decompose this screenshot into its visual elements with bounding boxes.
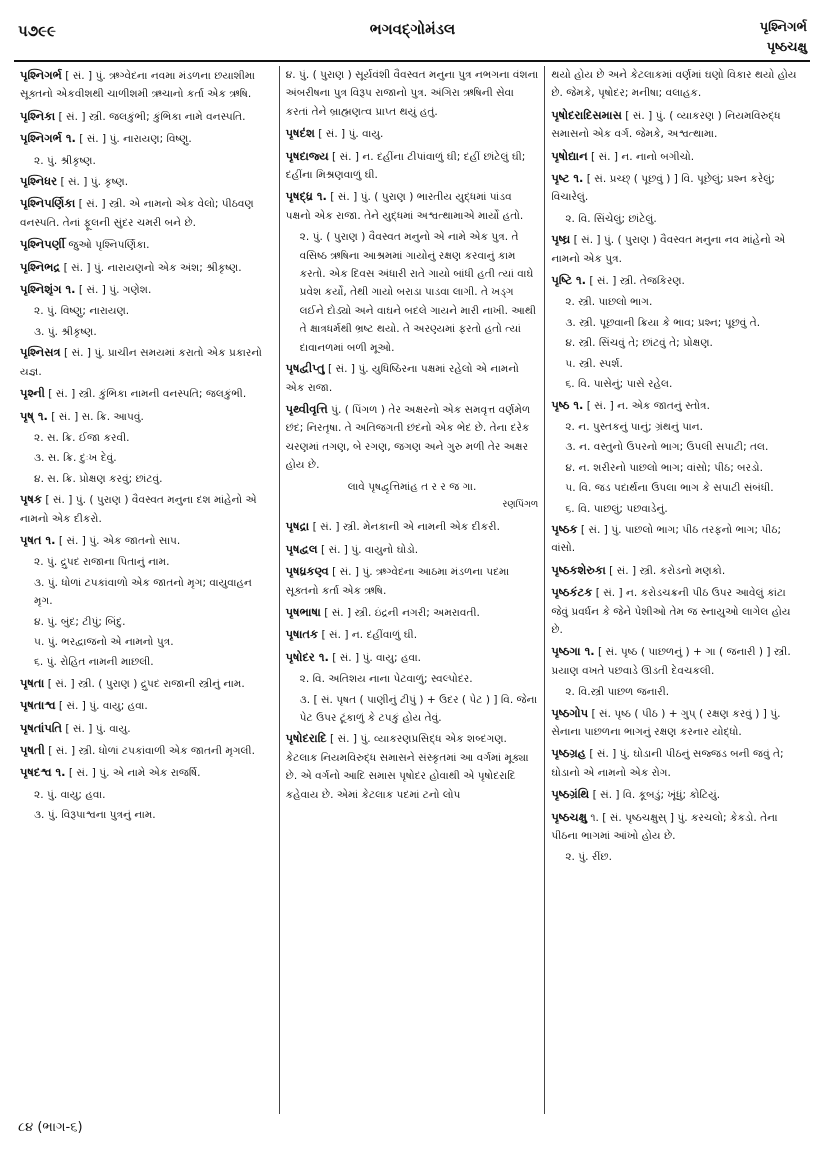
sub-sense: ૨. ન. પુસ્તકનું પાનું; ગ્રંથનું પાન.	[565, 420, 703, 433]
sub-sense: ૨. સ્ત્રી. પાછલો ભાગ.	[565, 296, 653, 309]
dictionary-entry	[286, 124, 539, 143]
definition: [ સં. ] સ્ત્રી. કરોડનો મણકો.	[609, 564, 726, 577]
dictionary-entry	[551, 583, 804, 639]
headword: પૃશ્નિપર્ણી	[20, 237, 66, 252]
definition: [ સં. ] પું. વાયુ; હવા.	[332, 651, 422, 664]
definition: [ સં. પ્રચ્છ્ ( પૂછવું ) ] વિ. પૂછેલું; પ્રશ્ન કરેલું; વિચારેલું.	[551, 173, 775, 204]
definition: ૪. પું. ( પુરાણ ) સૂર્યવંશી વૈવસ્વત મનુના પુત્ર નભગના વંશના અંબરીષના પુત્ર વિરૂપ રાજાનો પુત્ર. અંગિરા ઋષિની સેવા કરતાં તેને બ્રાહ્મણત્વ પ્રાપ્ત થયું હતું.	[285, 69, 539, 118]
headword: પૃષ્ઘ્ર	[551, 232, 571, 247]
sub-sense: ૬. વિ. પાછલું; પછવાડેનું.	[565, 502, 668, 515]
sub-sense: ૨. પું. ( પુરાણ ) વૈવસ્વત મનુનો એ નામે એક પુત્ર. તે વસિષ્ઠ ઋષિના આશ્રમમાં ગાયોનું રક્ષણ કરવાનું કામ કરતો. એક દિવસ અંધારી રાતે ગાયો બાંધી હતી ત્યાં વાઘે પ્રવેશ કર્યો, તેથી ગાયો બરાડા પાડવા લાગી. તે ખડ્ગ લઈને દોડ્યો અને વાઘને બદલે ગાયને મારી નાખી. આથી તે ક્ષાત્રધર્મથી ભ્રષ્ટ થયો. તે અરણ્યમાં ફરતો હતો ત્યાં દાવાનળમાં બળી મૂઓ.	[299, 231, 537, 354]
headword: પૃષતાંપતિ	[20, 720, 63, 735]
dictionary-entry	[20, 407, 273, 426]
sub-sense: ૨. પું. દ્રુપદ રાજાના પિતાનું નામ.	[34, 556, 170, 569]
column-1	[14, 66, 279, 1114]
sub-sense: ૨. પું. શ્રીકૃષ્ણ.	[34, 154, 96, 167]
headword: પૃષદ્ધ્ર ૧.	[285, 189, 327, 204]
headword: પૃશ્નિભદ્ર	[20, 259, 61, 274]
sub-sense: ૩. પું. ધોળાં ટપકાંવાળો એક જાતનો મૃગ; વાયુવાહન મૃગ.	[34, 576, 252, 608]
headword: પૃષોદર ૧.	[285, 649, 329, 664]
sub-sense: ૩. પું. વિરૂપાશ્વના પુત્રનું નામ.	[34, 809, 156, 822]
sub-sense: ૨. પું. વિષ્ણુ; નારાયણ.	[34, 305, 130, 318]
definition: [ સં. ] પું. ઘોડાની પીઠનું સજ્જડ બની જવું તે; ઘોડાનો એ નામનો એક રોગ.	[551, 748, 784, 779]
dictionary-entry	[286, 603, 539, 622]
definition: [ સં. ] પું. ( પુરાણ ) વૈવસ્વત મનુના દશ માંહેનો એ નામનો એક દીકરો.	[20, 494, 257, 525]
headword: પૃષધ્રકણ્વ	[285, 564, 329, 579]
headword: પૃષદશ્વ ૧.	[20, 765, 66, 780]
headword: પૃશ્નિસત્ર	[20, 345, 61, 360]
sub-sense: ૩. ન. વસ્તુનો ઉપરનો ભાગ; ઉપલી સપાટી; તલ.	[565, 441, 769, 454]
dictionary-entry	[286, 648, 539, 667]
headword: પૃષ્ઠ ૧.	[551, 397, 584, 412]
dictionary-entry	[551, 808, 804, 846]
column-2	[279, 66, 545, 1114]
dictionary-entry	[20, 194, 273, 232]
dictionary-entry	[20, 107, 273, 126]
sub-sense: ૨. સ. ક્રિ. ઈજા કરવી.	[34, 431, 130, 444]
definition: [ સં. ] પું. એ નામે એક રાજર્ષિ.	[68, 767, 201, 780]
headword: પૃશ્નિગર્ભ	[20, 68, 62, 82]
definition: [ સં. ] પું. ( પુરાણ ) વૈવસ્વત મનુના નવ માંહેનો એ નામનો એક પુત્ર.	[551, 234, 786, 265]
headword: પૃષભાષા	[285, 604, 321, 619]
definition: [ સં. ] પું. વાયુ.	[318, 128, 384, 141]
citation-source: રણપિંગળ	[502, 498, 539, 510]
page-code: પ૭૯૯	[18, 22, 56, 40]
headword: પૃષ્ટ ૧.	[551, 171, 584, 186]
headword: પૃથ્વીવૃત્તિ	[285, 401, 328, 416]
dictionary-entry	[286, 540, 539, 559]
definition: [ સં. ] પું. ઋગ્વેદના આઠમા મંડળના પદમા સૂક્તનો કર્તા એક ઋષિ.	[285, 566, 510, 597]
dictionary-entry	[551, 785, 804, 804]
header-rule	[14, 60, 810, 62]
definition: [ સં. ] પું. પ્રાચીન સમયમાં કરાતો એક પ્રકારનો યજ્ઞ.	[20, 347, 262, 378]
headword: પૃષક	[20, 492, 43, 507]
dictionary-entry	[20, 66, 273, 104]
dictionary-entry	[20, 258, 273, 277]
guide-word-first: પૃશ્નિગર્ભ	[759, 20, 807, 35]
definition: [ સં. ] વિ. કૂબડું; ખૂંધું; કોટિયું.	[592, 789, 721, 802]
dictionary-entry	[551, 169, 804, 207]
dictionary-entry	[20, 531, 273, 550]
sub-sense: ૩. પું. શ્રીકૃષ્ણ.	[34, 325, 97, 338]
dictionary-entry	[286, 187, 539, 225]
definition: [ સં. ] સ્ત્રી. ઇંદ્રની નગરી; અમરાવતી.	[324, 606, 480, 619]
column-3	[544, 66, 810, 1114]
definition: [ સં. ] પું. એક જાતનો સાપ.	[58, 534, 181, 547]
sub-sense: ૬. વિ. પાસેનું; પાસે રહેલ.	[565, 378, 673, 391]
definition: [ સં. ] પું. કૃષ્ણ.	[60, 176, 129, 189]
definition: [ સં. ] ન. એક જાતનું સ્તોત્ર.	[586, 399, 710, 412]
guide-word-last: પૃષ્ઠચક્ષુ	[766, 40, 807, 55]
definition: ૧. [ સં. પૃષ્ઠચક્ષુસ્ ] પું. કરચલો; કેકડો. તેના પીઠના ભાગમાં આંખો હોય છે.	[551, 811, 778, 843]
definition: [ સં. ] સ્ત્રી. જલકુંભી; કુંભિકા નામે વનસ્પતિ.	[58, 110, 246, 123]
headword: પૃશ્નિપર્ણિકા	[20, 196, 76, 211]
dictionary-entry	[20, 719, 273, 738]
headword: પૃષ્ઠગા ૧.	[551, 644, 595, 659]
dictionary-entry	[286, 66, 539, 121]
definition: [ સં. ] પું. યુધિષ્ઠિરના પક્ષમાં રહેલો એ નામનો એક રાજા.	[285, 363, 519, 394]
headword: પૃષ્ઠક	[551, 521, 578, 536]
dictionary-entry	[20, 172, 273, 191]
headword: પૃષ્ઠકશેરુકા	[551, 562, 606, 577]
definition: [ સં. ] સ્ત્રી. તેજકિરણ.	[589, 275, 685, 288]
headword: પૃષ્ઠગ્રંથિ	[551, 787, 590, 802]
definition: [ સં. ] પું. વ્યાકરણપ્રસિદ્ધ એક શબ્દગણ. કેટલાક નિયમવિરુદ્ધ સમાસને સંસ્કૃતમાં આ વર્ગમાં મૂક્યા છે. એ વર્ગનો આદિ સમાસ પૃષોદર હોવાથી એ પૃષોદરાદિ કહેવાય છે. એમાં કેટલાક પદમાં ટનો લોપ	[285, 733, 529, 801]
sub-sense: ૫. પું. ભરદ્વાજનો એ નામનો પુત્ર.	[34, 635, 174, 648]
headword: પૃષત ૧.	[20, 532, 56, 547]
headword: પૃષતી	[20, 743, 45, 757]
headword: પૃષદ્વલ	[285, 541, 318, 556]
definition: [ સં. ] ન. નાનો બગીચો.	[591, 150, 695, 163]
dictionary-entry	[20, 280, 273, 299]
definition: પું. ( પિંગળ ) તેર અક્ષરનો એક સમવૃત્ત વર્ણમેળ છંદ; નિરતૃષા. તે અતિજગતી છંદનો એક ભેદ છે. તેના દરેક ચરણમાં તગણ, બે રગણ, જગણ અને ગુરુ મળી તેર અક્ષર હોય છે.	[285, 403, 531, 472]
headword: પૃષતાશ્વ	[20, 698, 56, 713]
sub-sense: ૨. વિ.સ્ત્રી પાછળ જનારી.	[565, 686, 670, 699]
dictionary-entry	[20, 696, 273, 715]
definition: [ સં. ] સ. ક્રિ. આપવું.	[51, 410, 144, 423]
dictionary-entry	[551, 704, 804, 742]
headword: પૃશ્ની	[20, 386, 45, 401]
sub-sense: ૪. ન. શરીરનો પાછલો ભાગ; વાંસો; પીઠ; બરડો.	[565, 461, 763, 474]
headword: પૃષ્ટિ ૧.	[551, 273, 587, 288]
definition: [ સં. ] પું. ( પુરાણ ) ભારતીય યુદ્ધમાં પાંડવ પક્ષનો એક રાજા. તેને યુદ્ધમાં અશ્વત્થામાએ માર્યો હતો.	[285, 191, 524, 222]
dictionary-entry	[20, 235, 273, 254]
headword: પૃષોદ્યાન	[551, 148, 588, 163]
headword: પૃષાતક	[285, 627, 319, 642]
dictionary-entry	[551, 271, 804, 290]
dictionary-entry	[551, 106, 804, 144]
definition: [ સં. ] ન. કરોડચક્રની પીઠ ઉપર આવેલું કાંટા જેવું પ્રવર્ધન કે જેને પેશીઓ તેમ જ સ્નાયુઓ લાગેલ હોય છે.	[551, 587, 791, 636]
dictionary-entry	[551, 561, 804, 580]
page-number: ૮૪	[18, 1120, 34, 1135]
definition: [ સં. ] સ્ત્રી. એ નામનો એક વેલો; પીઠવણ વનસ્પતિ. તેનાં ફૂલની સુંદર ચમરી બને છે.	[20, 198, 254, 229]
definition: [ સં. ] પું. નારાયણ; વિષ્ણુ.	[79, 133, 192, 146]
dictionary-entry	[286, 562, 539, 600]
definition: [ સં. ] ન. દહીંવાળું ઘી.	[321, 629, 418, 642]
sub-sense: ૪. સ. ક્રિ. પ્રોક્ષણ કરવું; છાંટવું.	[34, 472, 163, 485]
dictionary-entry	[551, 520, 804, 558]
definition: [ સં. ] સ્ત્રી. મેનકાની એ નામની એક દીકરી.	[312, 521, 500, 534]
definition: [ સં. ] પું. ( વ્યાકરણ ) નિયમવિરુદ્ધ સમાસનો એક વર્ગ. જેમકે, અશ્વત્થામા.	[551, 109, 781, 141]
sub-sense: ૪. પું. બુંદ; ટીપું; બિંદુ.	[34, 615, 126, 628]
dictionary-entry	[20, 674, 273, 693]
dictionary-entry	[551, 396, 804, 415]
definition: [ સં. ] પું. ગણેશ.	[78, 284, 152, 297]
dictionary-entry	[20, 763, 273, 782]
headword: પૃષ્ઠગ્રહ	[551, 746, 586, 761]
definition: [ સં. ] પું. નારાયણનો એક અંશ; શ્રીકૃષ્ણ.	[63, 261, 242, 274]
definition: [ સં. ] પું. પાછલો ભાગ; પીઠ તરફનો ભાગ; પીઠ; વાંસો.	[551, 523, 782, 555]
citation-quote: લાવે પૃષદ્વૃત્તિમાંહ ત ર ર જ ગા.	[347, 480, 477, 493]
headword: પૃષ્ઠગોપ	[551, 705, 589, 720]
sub-sense: ૫. સ્ત્રી. સ્પર્શ.	[565, 357, 623, 370]
definition: [ સં. ] પું. વાયુ.	[65, 722, 131, 735]
guide-words	[760, 18, 807, 58]
definition: [ સં. ] પું. ઋગ્વેદના નવમા મંડળના છયાશીમા સૂક્તનો એકવીશથી ચાળીશમી ઋચાનો કર્તા એક ઋષિ.	[20, 70, 255, 101]
sub-sense: ૨. વિ. અતિશય નાના પેટવાળું; સ્વલ્પોદર.	[299, 673, 473, 686]
headword: પૃષોદરાદિ	[285, 731, 327, 746]
dictionary-entry	[286, 359, 539, 397]
dictionary-entry	[286, 517, 539, 536]
volume-label: (ભાગ-૬)	[37, 1120, 83, 1135]
dictionary-entry	[286, 400, 539, 475]
sub-sense: ૨. વિ. સિંચેલું; છાંટેલું.	[565, 212, 657, 225]
headword: પૃષદ્રા	[285, 519, 310, 534]
headword: પૃષદાજ્ય	[285, 148, 329, 163]
dictionary-entry	[20, 129, 273, 148]
definition: જુઓ પૃશ્નિપર્ણિકા.	[68, 239, 150, 252]
definition: [ સં. પૃષ્ઠ ( પાછળનું ) + ગા ( જનારી ) ] સ્ત્રી. પ્રયાણ વખતે પછવાડે ઊડતી દેવચકલી.	[551, 646, 791, 677]
dictionary-entry	[20, 490, 273, 528]
definition: [ સં. ] પું. વાયુનો ઘોડો.	[320, 543, 419, 556]
headword: પૃષદંશ	[285, 126, 315, 141]
dictionary-entry	[551, 744, 804, 782]
dictionary-entry	[551, 147, 804, 166]
definition: [ સં. ] સ્ત્રી. ( પુરાણ ) દ્રુપદ રાજાની સ્ત્રીનું નામ.	[47, 677, 245, 690]
headword: પૃશ્નિધર	[20, 174, 58, 189]
dictionary-entry	[551, 66, 804, 103]
headword: પૃશ્નિશૃંગ ૧.	[20, 282, 76, 297]
sub-sense: ૩. સ. ક્રિ. દુઃખ દેવું.	[34, 452, 117, 465]
dictionary-entry	[286, 625, 539, 644]
dictionary-entry	[551, 642, 804, 680]
sub-sense: ૨. પું. રીંછ.	[565, 851, 612, 864]
sub-sense: ૩. સ્ત્રી. પૂછવાની ક્રિયા કે ભાવ; પ્રશ્ન; પૂછવું તે.	[565, 316, 761, 329]
headword: પૃષ્ઠકંટક	[551, 585, 593, 600]
page-footer	[18, 1120, 83, 1135]
sub-sense: ૬. પું. રોહિત નામની માછલી.	[34, 656, 154, 669]
sub-sense: ૨. પું. વાયુ; હવા.	[34, 788, 106, 801]
sub-sense: ૫. વિ. જડ પદાર્થના ઉપલા ભાગ કે સપાટી સંબંધી.	[565, 482, 774, 495]
dictionary-entry	[20, 741, 273, 760]
headword: પૃશ્નિકા	[20, 108, 56, 123]
definition: [ સં. ] ન. દહીંના ટીપાંવાળું ઘી; દહીં છાંટેલું ઘી; દહીંના મિશ્રણવાળું ઘી.	[285, 150, 526, 182]
page-header	[0, 0, 825, 60]
sub-sense: ૪. સ્ત્રી. સિંચવું તે; છાંટવું તે; પ્રોક્ષણ.	[565, 337, 713, 350]
dictionary-entry	[286, 147, 539, 185]
headword: પૃશ્નિગર્ભ ૧.	[20, 131, 76, 146]
definition: [ સં. પૃષ્ઠ ( પીઠ ) + ગુપ્ ( રક્ષણ કરવું ) ] પું. સેનાના પાછળના ભાગનું રક્ષણ કરનાર યોદ્ધો.	[551, 707, 781, 738]
dictionary-entry	[20, 343, 273, 381]
dictionary-entry	[286, 729, 539, 804]
sub-sense: ૩. [ સં. પૃષત ( પાણીનું ટીપું ) + ઉદર ( પેટ ) ] વિ. જેના પેટ ઉપર ટૂંકાળું કે ટપકું હોય તેવું.	[299, 693, 538, 724]
definition: [ સં. ] સ્ત્રી. કુંભિકા નામની વનસ્પતિ; જલકુંભી.	[48, 388, 247, 401]
headword: પૃષ્ઠચક્ષુ	[551, 809, 587, 824]
dictionary-entry	[20, 384, 273, 403]
dictionary-entry	[551, 230, 804, 268]
definition: [ સં. ] સ્ત્રી. ધોળાં ટપકાંવાળી એક જાતની મૃગલી.	[48, 745, 255, 757]
dictionary-title: ભગવદ્ગોમંડલ	[369, 20, 456, 38]
headword: પૃષતા	[20, 675, 45, 690]
definition: થયો હોય છે અને કેટલાકમાં વર્ણમાં ઘણો વિકાર થયો હોય છે. જેમકે, પૃષોદર; મનીષા; વલાહક.	[551, 69, 797, 100]
definition: [ સં. ] પું. વાયુ; હવા.	[58, 700, 148, 713]
headword: પૃષદ્વીપ્તુ	[285, 361, 325, 376]
headword: પૃષોદરાદિસમાસ	[551, 107, 622, 122]
headword: પૃષ્ ૧.	[20, 408, 48, 423]
dictionary-columns	[14, 66, 810, 1114]
